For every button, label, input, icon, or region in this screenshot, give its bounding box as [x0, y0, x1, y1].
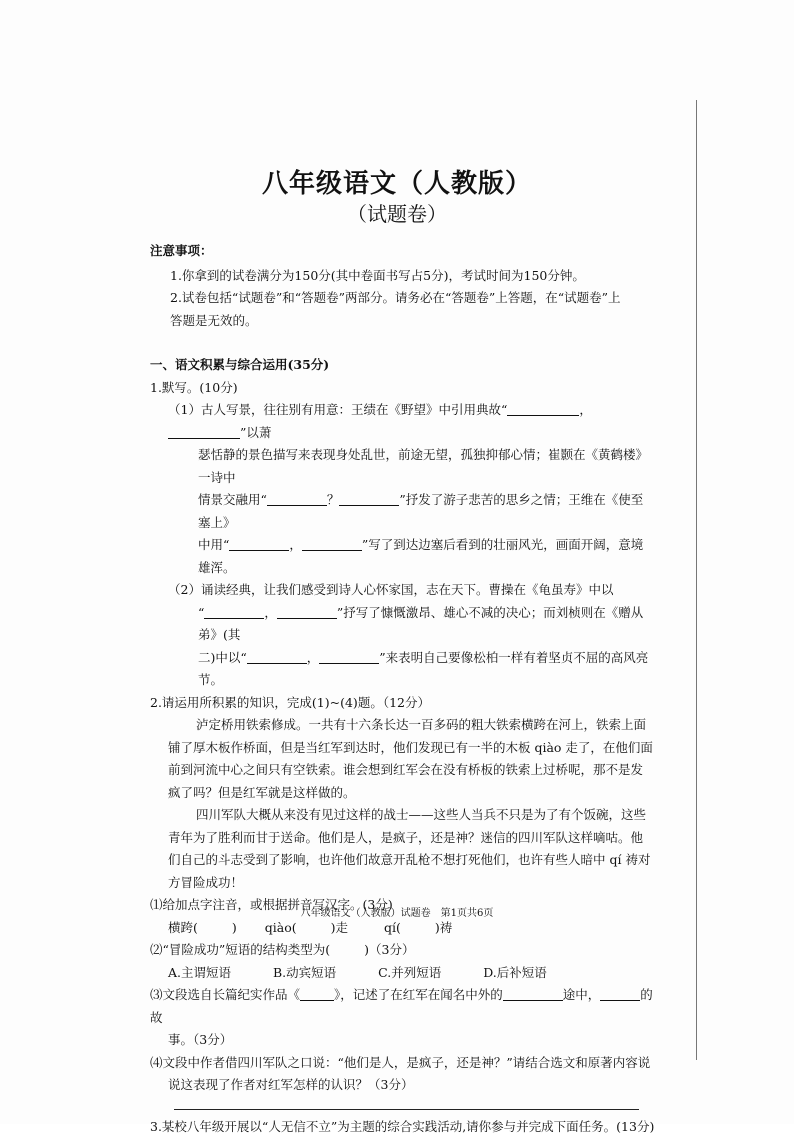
- question-1-stem: 1.默写。(10分): [150, 377, 655, 400]
- answer-blank[interactable]: [319, 649, 379, 664]
- question-1-part-2: [168, 579, 655, 692]
- text: 途中，: [563, 987, 601, 1002]
- answer-blank[interactable]: [267, 491, 327, 506]
- section-title: 一、语文积累与综合运用(35分): [150, 354, 655, 377]
- text-line: [168, 399, 655, 444]
- text: 横跨(: [168, 920, 198, 935]
- text: ，: [289, 537, 302, 552]
- reading-passage: 泸定桥用铁索修成。一共有十六条长达一百多码的粗大铁索横跨在河上，铁索上面铺了厚木板作桥面，但是当红军到达时，他们发现已有一半的木板 qiào 走了，在他们面前到河流中心之间只有空铁索。谁会想到红军会在没有桥板的铁索上过桥呢，那不是发疯了吗？但是红军就是这样做的。: [168, 714, 655, 804]
- sub-question-1-items: [168, 917, 655, 940]
- text: 情景交融用“: [198, 492, 267, 507]
- text: ，: [264, 605, 277, 620]
- option-c[interactable]: C.并列短语: [378, 962, 441, 985]
- text: ”抒发了游子悲苦的思乡之情；王维在《使至塞上》: [198, 492, 643, 530]
- answer-blank[interactable]: [507, 401, 579, 416]
- text-line: [168, 534, 655, 579]
- answer-blank[interactable]: [204, 604, 264, 619]
- exam-subtitle: （试题卷）: [0, 198, 794, 227]
- sub-question-1: ⑴给加点字注音，或根据拼音写汉字。(3分): [150, 894, 655, 917]
- text-line: [168, 489, 655, 534]
- option-a[interactable]: A.主谓短语: [168, 962, 231, 985]
- notice-item: 1.你拿到的试卷满分为150分(其中卷面书写占5分)，考试时间为150分钟。: [170, 265, 655, 288]
- answer-line[interactable]: [174, 1103, 639, 1110]
- option-b[interactable]: B.动宾短语: [273, 962, 336, 985]
- text-line: （2）诵读经典，让我们感受到诗人心怀家国，志在天下。曹操在《龟虽寿》中以: [168, 579, 655, 602]
- text: 中用“: [198, 537, 229, 552]
- text-line: 瑟恬静的景色描写来表现身处乱世，前途无望，孤独抑郁心情；崔颢在《黄鹤楼》一诗中: [168, 444, 655, 489]
- notice-item: 答题是无效的。: [170, 310, 655, 333]
- text: 》，记述了在红军在闻名中外的: [334, 987, 503, 1002]
- text: 的故: [150, 987, 653, 1025]
- answer-blank[interactable]: [247, 649, 307, 664]
- reading-passage: 四川军队大概从来没有见过这样的战士——这些人当兵不只是为了有个饭碗，这些青年为了胜利而甘于送命。他们是人，是疯子，还是神？迷信的四川军队这样嘀咕。他们自己的斗志受到了影响，也许他们故意开乱枪不想打死他们，也许有些人暗中 qí 祷对方冒险成功！: [168, 804, 655, 894]
- text: ”抒写了慷慨激昂、雄心不减的决心；而刘桢则在《赠从弟》(其: [198, 605, 643, 643]
- text: ”以萧: [240, 425, 271, 440]
- answer-blank[interactable]: [302, 536, 362, 551]
- text: )（3分）: [364, 942, 414, 957]
- text: ，: [307, 650, 320, 665]
- text-line: [168, 602, 655, 647]
- answer-blank[interactable]: [277, 604, 337, 619]
- sub-question-4: ⑷文段中作者借四川军队之口说：“他们是人，是疯子，还是神？”请结合选文和原著内容说: [150, 1052, 655, 1075]
- text: ？: [327, 492, 340, 507]
- text: ⑵“冒险成功”短语的结构类型为(: [150, 942, 330, 957]
- notice-item: 2.试卷包括“试题卷”和“答题卷”两部分。请务必在“答题卷”上答题，在“试题卷”上: [170, 287, 655, 310]
- answer-blank[interactable]: [300, 986, 334, 1001]
- notice-list: [150, 265, 655, 333]
- exam-content: [150, 240, 655, 1138]
- question-2-stem: 2.请运用所积累的知识，完成(1)~(4)题。（12分）: [150, 692, 655, 715]
- text: “: [198, 605, 204, 620]
- question-3-stem: 3.某校八年级开展以“人无信不立”为主题的综合实践活动,请你参与并完成下面任务。(13分): [150, 1116, 655, 1138]
- text: ): [232, 920, 237, 935]
- text-line: [168, 647, 655, 692]
- text: ⑶文段选自长篇纪实作品《: [150, 987, 300, 1002]
- sub-question-3: [150, 984, 655, 1029]
- text: ，: [579, 402, 592, 417]
- text: )走: [331, 920, 348, 935]
- page-footer: 八年级语文（人教版）试题卷 第1页共6页: [0, 904, 794, 919]
- answer-blank[interactable]: [168, 424, 240, 439]
- exam-title: 八年级语文（人教版）: [0, 163, 794, 200]
- text: qí(: [384, 920, 401, 935]
- notice-heading: 注意事项：: [150, 240, 655, 263]
- sub-question-4-cont: 说这表现了作者对红军怎样的认识？（3分）: [168, 1074, 655, 1097]
- text: ”写了到达边塞后看到的壮丽风光，画面开阔，意境雄浑。: [198, 537, 643, 575]
- answer-blank[interactable]: [503, 986, 563, 1001]
- answer-blank[interactable]: [229, 536, 289, 551]
- text: qiào(: [265, 920, 297, 935]
- options-row: [168, 962, 655, 985]
- answer-blank[interactable]: [339, 491, 399, 506]
- question-1-part-1: [168, 399, 655, 579]
- text: )祷: [435, 920, 452, 935]
- sub-question-3-cont: 事。（3分）: [168, 1029, 655, 1052]
- sub-question-2: [150, 939, 655, 962]
- text: ”来表明自己要像松柏一样有着坚贞不屈的高风亮节。: [198, 650, 648, 688]
- answer-blank[interactable]: [600, 986, 640, 1001]
- text: 二)中以“: [198, 650, 247, 665]
- option-d[interactable]: D.后补短语: [483, 962, 547, 985]
- text: （1）古人写景，往往别有用意：王绩在《野望》中引用典故“: [168, 402, 507, 417]
